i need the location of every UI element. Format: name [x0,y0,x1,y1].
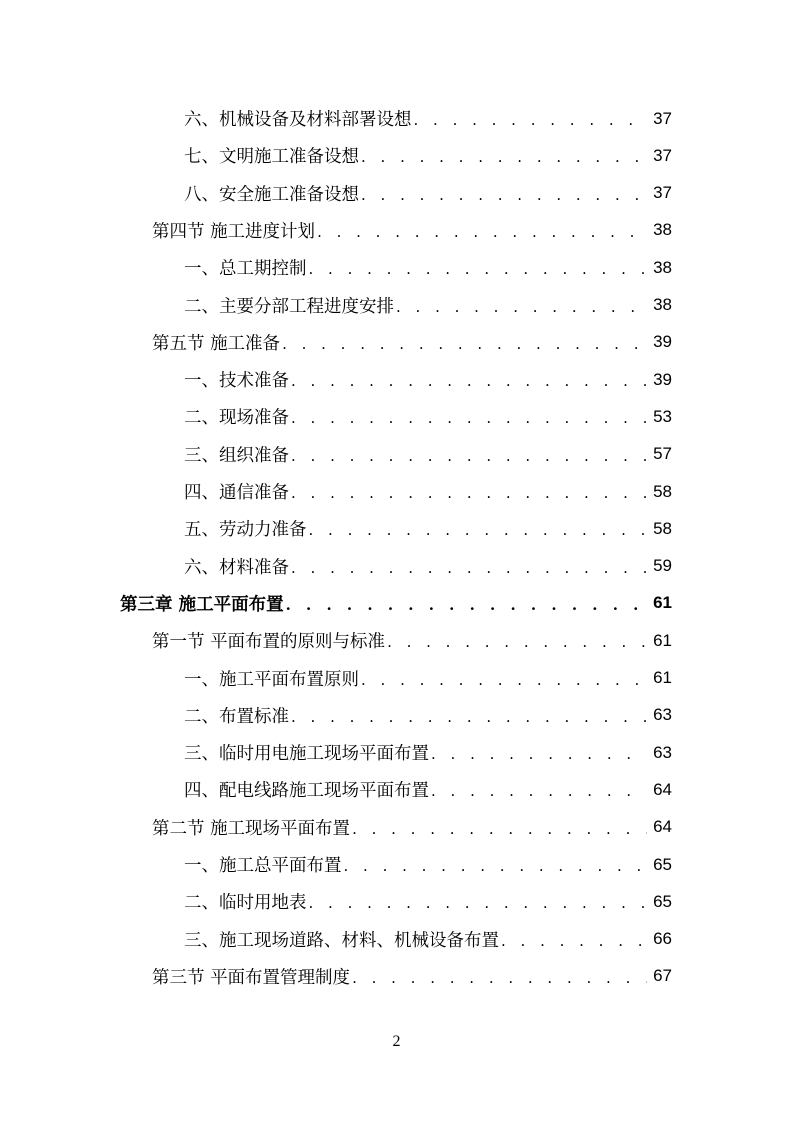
toc-leader-dots [291,445,647,464]
toc-entry-page: 37 [653,145,672,165]
toc-entry-section[interactable] [152,212,672,249]
toc-entry-item[interactable] [184,398,672,435]
toc-leader-dots [431,743,647,762]
toc-leader-dots [291,370,647,389]
toc-entry-title: 一、施工平面布置原则 [184,669,359,690]
toc-entry-page: 37 [653,183,672,203]
toc-leader-dots [396,296,647,315]
toc-entry-title: 四、通信准备 [184,483,289,503]
toc-leader-dots [501,930,647,949]
toc-entry-page: 58 [653,481,672,501]
toc-entry-page: 39 [653,332,672,352]
toc-entry-title: 第一节 平面布置的原则与标准 [152,632,386,653]
toc-entry-page: 63 [653,742,672,762]
toc-entry-title: 第四节 施工进度计划 [152,221,316,242]
toc-entry-item[interactable] [184,697,672,734]
toc-entry-item[interactable] [184,771,672,808]
toc-entry-item[interactable] [184,473,672,510]
toc-entry-page: 58 [653,518,672,538]
toc-entry-section[interactable] [152,324,672,361]
toc-entry-title: 第三章 施工平面布置 [120,594,284,615]
toc-leader-dots [361,669,647,688]
toc-entry-item[interactable] [184,361,672,398]
toc-entry-item[interactable] [184,175,672,212]
toc-leader-dots [309,892,648,911]
toc-entry-page: 38 [653,220,672,240]
toc-leader-dots [291,407,647,426]
toc-entry-title: 二、布置标准 [184,706,289,727]
toc-entry-title: 二、主要分部工程进度安排 [184,296,394,317]
toc-entry-item[interactable] [184,660,672,697]
toc-entry-title: 八、安全施工准备设想 [184,184,359,205]
toc-entry-item[interactable] [184,100,672,137]
toc-leader-dots [352,967,647,986]
toc-entry-item[interactable] [184,137,672,174]
toc-entry-title: 七、文明施工准备设想 [184,147,359,168]
toc-leader-dots [414,109,648,128]
toc-leader-dots [352,818,647,837]
toc-entry-item[interactable] [184,883,672,920]
toc-entry-page: 59 [653,556,672,576]
toc-entry-title: 四、配电线路施工现场平面布置 [184,781,429,802]
toc-entry-item[interactable] [184,510,672,547]
toc-entry-item[interactable] [184,249,672,286]
toc-entry-page: 53 [653,406,672,426]
toc-entry-page: 61 [653,668,672,687]
toc-entry-title: 二、临时用地表 [184,893,307,914]
toc-entry-title: 一、施工总平面布置 [184,856,342,876]
page-number: 2 [392,1033,401,1050]
toc-leader-dots [282,333,647,352]
toc-entry-item[interactable] [184,846,672,883]
toc-entry-page: 65 [653,891,672,911]
toc-leader-dots [431,780,647,799]
toc-leader-dots [309,519,648,538]
toc-entry-section[interactable] [152,809,672,846]
toc-entry-title: 一、总工期控制 [184,259,307,280]
toc-entry-item[interactable] [184,921,672,958]
toc-entry-page: 38 [653,295,672,314]
toc-entry-page: 61 [653,630,672,650]
toc-leader-dots [361,184,647,203]
toc-entry-title: 一、技术准备 [184,371,289,392]
toc-entry-title: 三、临时用电施工现场平面布置 [184,744,429,765]
toc-entry-title: 二、现场准备 [184,408,289,429]
toc-entry-section[interactable] [152,958,672,995]
toc-entry-title: 第五节 施工准备 [152,333,281,354]
toc-entry-page: 61 [653,593,672,613]
toc-leader-dots [291,482,647,501]
toc-entry-page: 64 [653,779,672,799]
toc-leader-dots [361,146,647,165]
toc-entry-page: 67 [653,966,672,986]
toc-entry-item[interactable] [184,734,672,771]
toc-leader-dots [291,557,647,576]
toc-entry-title: 六、材料准备 [184,557,289,578]
toc-entry-section[interactable] [152,622,672,659]
toc-leader-dots [286,594,647,613]
toc-entry-page: 66 [653,929,672,949]
toc-entry-title: 六、机械设备及材料部署设想 [184,110,412,130]
toc-entry-title: 三、组织准备 [184,445,289,466]
toc-entry-title: 第三节 平面布置管理制度 [152,967,351,988]
toc-leader-dots [317,221,647,240]
toc-entry-chapter[interactable] [120,585,672,622]
toc-entry-page: 57 [653,444,672,464]
toc-entry-title: 第二节 施工现场平面布置 [152,818,351,839]
toc-entry-item[interactable] [184,287,672,324]
toc-entry-page: 39 [653,369,672,389]
toc-entry-page: 63 [653,705,672,725]
toc-leader-dots [291,706,647,725]
toc-leader-dots [387,631,647,650]
toc-entry-item[interactable] [184,436,672,473]
toc-entry-item[interactable] [184,548,672,585]
toc-entry-title: 五、劳动力准备 [184,520,307,541]
toc-entry-title: 三、施工现场道路、材料、机械设备布置 [184,930,499,951]
toc-entry-page: 65 [653,854,672,874]
toc-entry-page: 64 [653,817,672,837]
toc-entry-page: 37 [653,108,672,128]
toc-entry-page: 38 [653,257,672,277]
toc-leader-dots [309,258,648,277]
toc-leader-dots [344,855,648,874]
